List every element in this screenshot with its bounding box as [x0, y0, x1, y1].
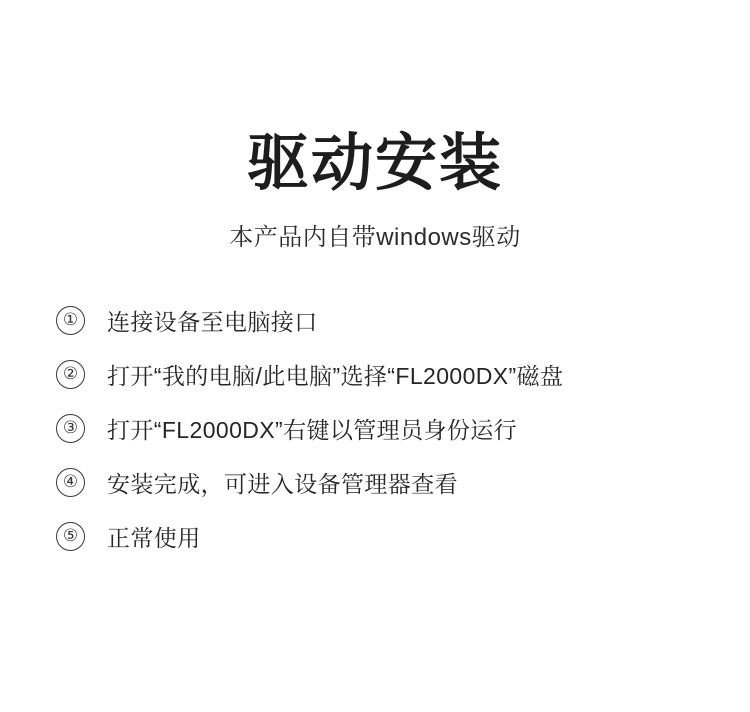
- step-number-badge: ①: [56, 306, 85, 335]
- step-label: 打开“FL2000DX”右键以管理员身份运行: [107, 417, 518, 444]
- list-item: [56, 520, 750, 553]
- step-label: 正常使用: [107, 525, 201, 552]
- step-label: 连接设备至电脑接口: [107, 309, 318, 336]
- step-label: 安装完成，可进入设备管理器查看: [107, 471, 458, 498]
- step-number-badge: ④: [56, 468, 85, 497]
- step-label: 打开“我的电脑/此电脑”选择“FL2000DX”磁盘: [107, 363, 564, 390]
- step-number-badge: ③: [56, 414, 85, 443]
- page-title: 驱动安装: [246, 129, 503, 198]
- step-number-badge: ②: [56, 360, 85, 389]
- list-item: [56, 304, 750, 337]
- list-item: [56, 466, 750, 499]
- steps-list: [0, 304, 750, 553]
- step-number-badge: ⑤: [56, 522, 85, 551]
- heading-block: [0, 0, 750, 252]
- list-item: [56, 412, 750, 445]
- page-subtitle: 本产品内自带windows驱动: [229, 224, 521, 252]
- list-item: [56, 358, 750, 391]
